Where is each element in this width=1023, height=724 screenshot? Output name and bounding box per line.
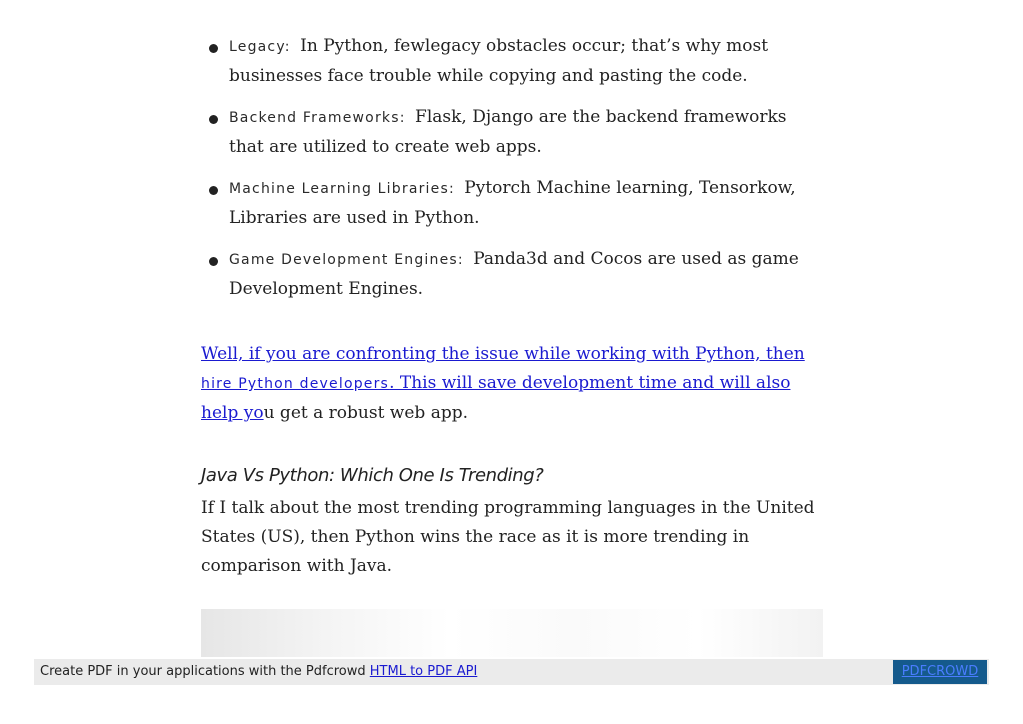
article-content — [201, 32, 823, 581]
list-item-text: Panda3d and Cocos are used as game Development Engines. — [229, 249, 799, 299]
link-text-start: Well, if you are confronting the issue while working with Python, then — [201, 344, 805, 364]
bullet-icon — [209, 257, 218, 266]
link-text-end: . This will save development time and will also help yo — [201, 373, 791, 423]
list-item-term: Machine Learning Libraries: — [229, 181, 455, 197]
paragraph-tail: u get a robust web app. — [263, 403, 469, 423]
footer-label: Create PDF in your applications with the Pdfcrowd — [40, 664, 370, 679]
list-item-text: Flask, Django are the backend frameworks that are utilized to create web apps. — [229, 107, 787, 157]
list-item-term: Game Development Engines: — [229, 252, 464, 268]
list-item-term: Legacy: — [229, 39, 291, 55]
pdfcrowd-button[interactable]: PDFCROWD — [893, 660, 987, 684]
list-item-text: Pytorch Machine learning, Tensorkow, Libraries are used in Python. — [229, 178, 796, 228]
link-text-anchor: hire Python developers — [201, 376, 390, 392]
bullet-icon — [209, 44, 218, 53]
list-item — [201, 245, 823, 304]
feature-list — [201, 32, 823, 304]
bullet-icon — [209, 186, 218, 195]
article-image — [201, 609, 823, 657]
footer-text — [40, 664, 477, 679]
html-to-pdf-api-link[interactable]: HTML to PDF API — [369, 664, 478, 679]
pdfcrowd-footer-bar — [34, 659, 989, 685]
section-paragraph: If I talk about the most trending programming languages in the United States (US), then Python wins the race as it is more trending in comparison with Java. — [201, 498, 815, 576]
list-item-term: Backend Frameworks: — [229, 110, 406, 126]
list-item — [201, 174, 823, 233]
section-heading: Java Vs Python: Which One Is Trending? — [201, 465, 544, 486]
list-item-text: In Python, fewlegacy obstacles occur; that’s why most businesses face trouble while copying and pasting the code. — [229, 36, 769, 86]
list-item — [201, 32, 823, 91]
hire-developers-paragraph — [201, 340, 823, 428]
list-item — [201, 103, 823, 162]
bullet-icon — [209, 115, 218, 124]
